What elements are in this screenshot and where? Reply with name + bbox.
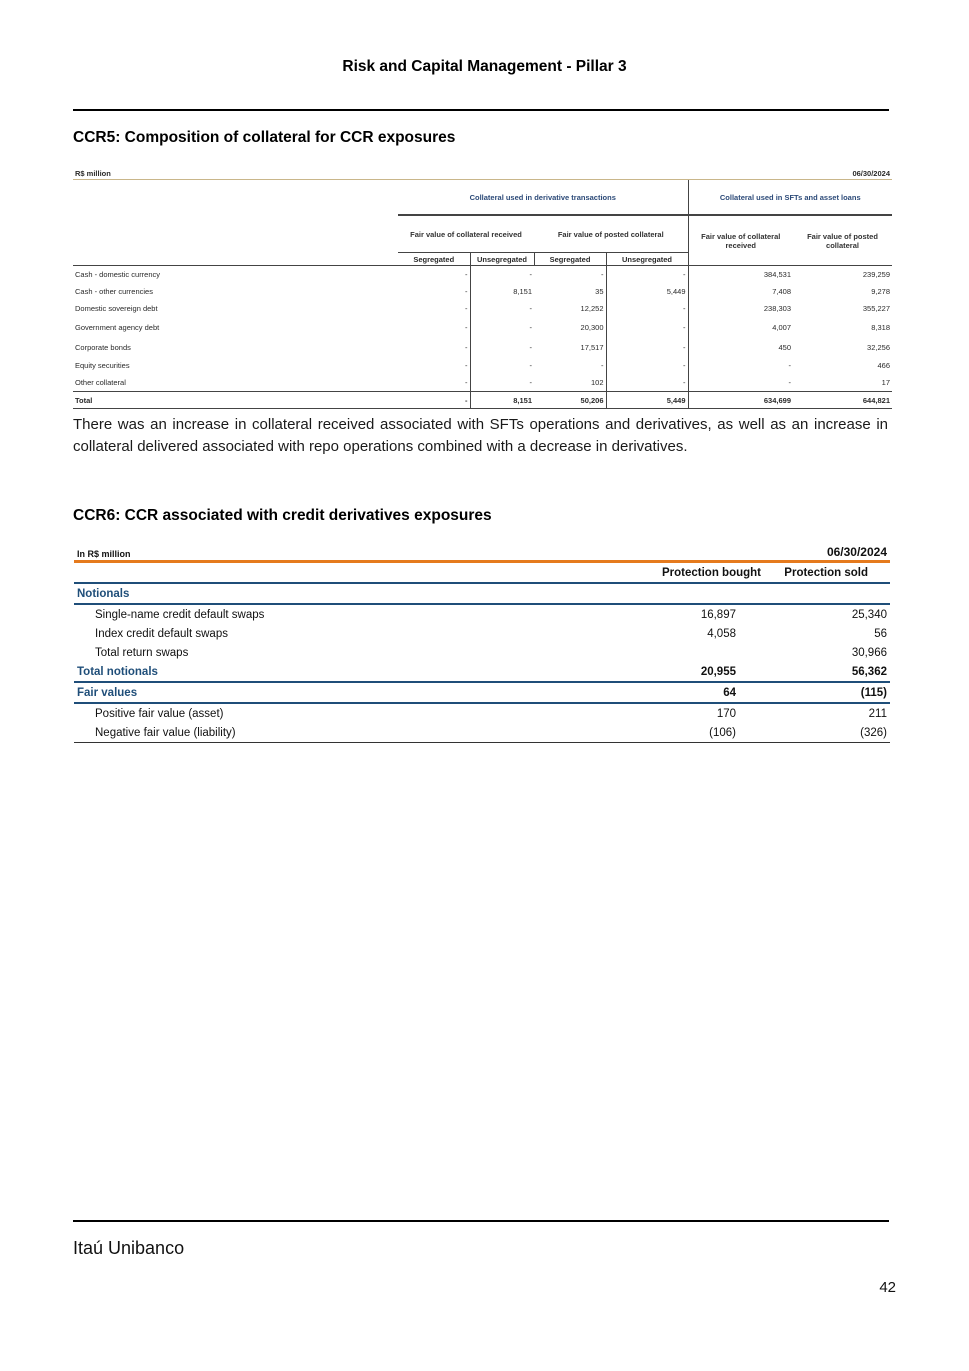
ccr5-title: CCR5: Composition of collateral for CCR exposures [73,129,456,146]
ccr5-row: Domestic sovereign debt - - 12,252 - 238,303 355,227 [73,300,892,317]
header-divider [73,109,889,111]
ccr5-row: Government agency debt - - 20,300 - 4,007 8,318 [73,317,892,337]
ccr6-unit: In R$ million [74,542,636,562]
ccr6-notionals-header [74,583,890,604]
ccr6-col-sold: Protection sold [764,562,890,584]
ccr5-sub-fv-posted: Fair value of posted collateral [534,215,688,253]
ccr5-row: Cash - other currencies - 8,151 35 5,449 7,408 9,278 [73,283,892,300]
ccr5-unit: R$ million [73,162,688,180]
ccr6-date: 06/30/2024 [764,542,890,562]
ccr5-sub-fv-received: Fair value of collateral received [398,215,534,253]
ccr5-unseg-2: Unsegregated [606,253,688,266]
table-row: Single-name credit default swaps 16,897 25,340 [95,608,887,621]
ccr5-commentary: There was an increase in collateral received associated with SFTs operations and derivatives, as well as an increase in collateral delivered associated with repo operations combined with a decrease in derivatives. [73,416,888,455]
ccr6-title: CCR6: CCR associated with credit derivatives exposures [73,507,492,524]
page-number: 42 [879,1279,896,1296]
ccr6-fair-values-row: Fair values 64 (115) [74,682,890,703]
ccr5-group-sfts: Collateral used in SFTs and asset loans [688,180,892,216]
ccr5-unit-row [73,162,892,180]
ccr5-sub-sft-received: Fair value of collateral received [688,215,793,266]
ccr5-row: Cash - domestic currency - - - - 384,531 239,259 [73,266,892,284]
ccr5-row: Equity securities - - - - - 466 [73,357,892,374]
table-row: Total return swaps 30,966 [95,646,887,659]
ccr5-row: Other collateral - - 102 - - 17 [73,374,892,392]
table-row: Positive fair value (asset) 170 211 [95,707,887,720]
table-row: Negative fair value (liability) (106) (326) [74,723,890,743]
ccr6-unit-row [74,542,890,562]
table-row: Index credit default swaps 4,058 56 [95,627,887,640]
ccr5-group-header-row [73,180,892,216]
footer-divider [73,1220,889,1222]
ccr5-seg-1: Segregated [398,253,470,266]
ccr5-total-row: Total - 8,151 50,206 5,449 634,699 644,821 [73,392,892,409]
ccr6-notionals-label: Notionals [74,583,636,604]
ccr5-row: Corporate bonds - - 17,517 - 450 32,256 [73,337,892,357]
ccr5-subheader-row [73,215,892,253]
ccr6-column-header-row [74,562,890,584]
ccr5-date: 06/30/2024 [793,162,892,180]
ccr5-sub-sft-posted: Fair value of posted collateral [793,215,892,266]
ccr5-table [73,162,892,409]
footer-company: Itaú Unibanco [73,1238,185,1258]
ccr5-seg-2: Segregated [534,253,606,266]
ccr6-total-notionals-row: Total notionals 20,955 56,362 [74,662,890,682]
ccr6-col-bought: Protection bought [636,562,764,584]
ccr6-table [74,542,890,743]
ccr5-group-derivatives: Collateral used in derivative transactions [398,180,688,216]
page-header-title: Risk and Capital Management - Pillar 3 [342,58,627,75]
ccr5-unseg-1: Unsegregated [470,253,534,266]
